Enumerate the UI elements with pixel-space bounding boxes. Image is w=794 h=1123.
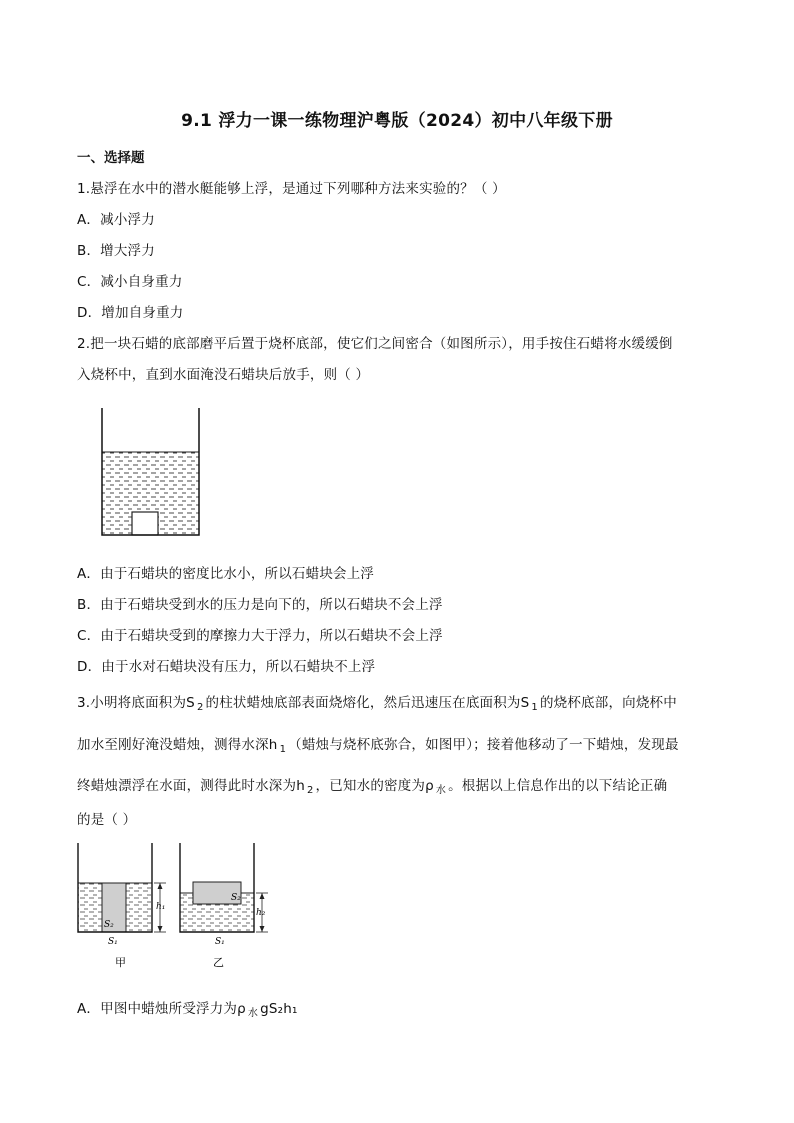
q2-option-c: C．由于石蜡块受到的摩擦力大于浮力，所以石蜡块不会上浮	[77, 628, 443, 644]
s1-label-left: S₁	[108, 937, 118, 947]
page-title: 9.1 浮力一课一练物理沪粤版（2024）初中八年级下册	[181, 111, 613, 131]
q3-option-a: A．甲图中蜡烛所受浮力为ρ $_水$ gS₂h₁	[77, 1001, 298, 1019]
h1-label: h₁	[156, 902, 166, 912]
question-3-line1: 3.小明将底面积为S $_2$ 的柱状蜡烛底部表面烧熔化，然后迅速压在底面积为S $_1$ 的烧杯底部，向烧杯中	[77, 695, 677, 713]
s1-label-right: S₁	[215, 937, 225, 947]
q1-option-b: B．增大浮力	[77, 243, 155, 259]
q1-option-c: C．减小自身重力	[77, 274, 183, 290]
wax-block	[132, 512, 158, 535]
question-2-stem-line2: 入烧杯中，直到水面淹没石蜡块后放手，则（ ）	[77, 367, 370, 383]
s2-label-right: S₂	[231, 893, 241, 903]
label-yi: 乙	[213, 956, 224, 969]
q1-option-a: A．减小浮力	[77, 212, 155, 228]
question-3-line3: 终蜡烛漂浮在水面，测得此时水深为h $_2$ ，已知水的密度为ρ $_水$ 。根据以上信息作出的以下结论正确	[77, 778, 668, 796]
q2-option-b: B．由于石蜡块受到水的压力是向下的，所以石蜡块不会上浮	[77, 597, 443, 613]
q2-option-d: D．由于水对石蜡块没有压力，所以石蜡块不上浮	[77, 659, 376, 675]
q2-option-a: A．由于石蜡块的密度比水小，所以石蜡块会上浮	[77, 566, 375, 582]
s2-label-left: S₂	[104, 920, 114, 930]
label-jia: 甲	[115, 956, 126, 969]
question-1-stem: 1.悬浮在水中的潜水艇能够上浮，是通过下列哪种方法来实验的？（ ）	[77, 181, 506, 197]
q1-option-d: D．增加自身重力	[77, 305, 184, 321]
beaker-wax-figure	[96, 406, 206, 538]
section-heading: 一、选择题	[77, 150, 145, 166]
h2-label: h₂	[256, 908, 266, 918]
candle-beakers-figure	[70, 840, 280, 972]
question-3-line2: 加水至刚好淹没蜡烛，测得水深h $_1$ （蜡烛与烧杯底弥合，如图甲）；接着他移动了一下蜡烛，发现最	[77, 737, 679, 755]
question-3-line4: 的是（ ）	[77, 812, 137, 828]
question-2-stem-line1: 2.把一块石蜡的底部磨平后置于烧杯底部，使它们之间密合（如图所示），用手按住石蜡将水缓缓倒	[77, 336, 673, 352]
